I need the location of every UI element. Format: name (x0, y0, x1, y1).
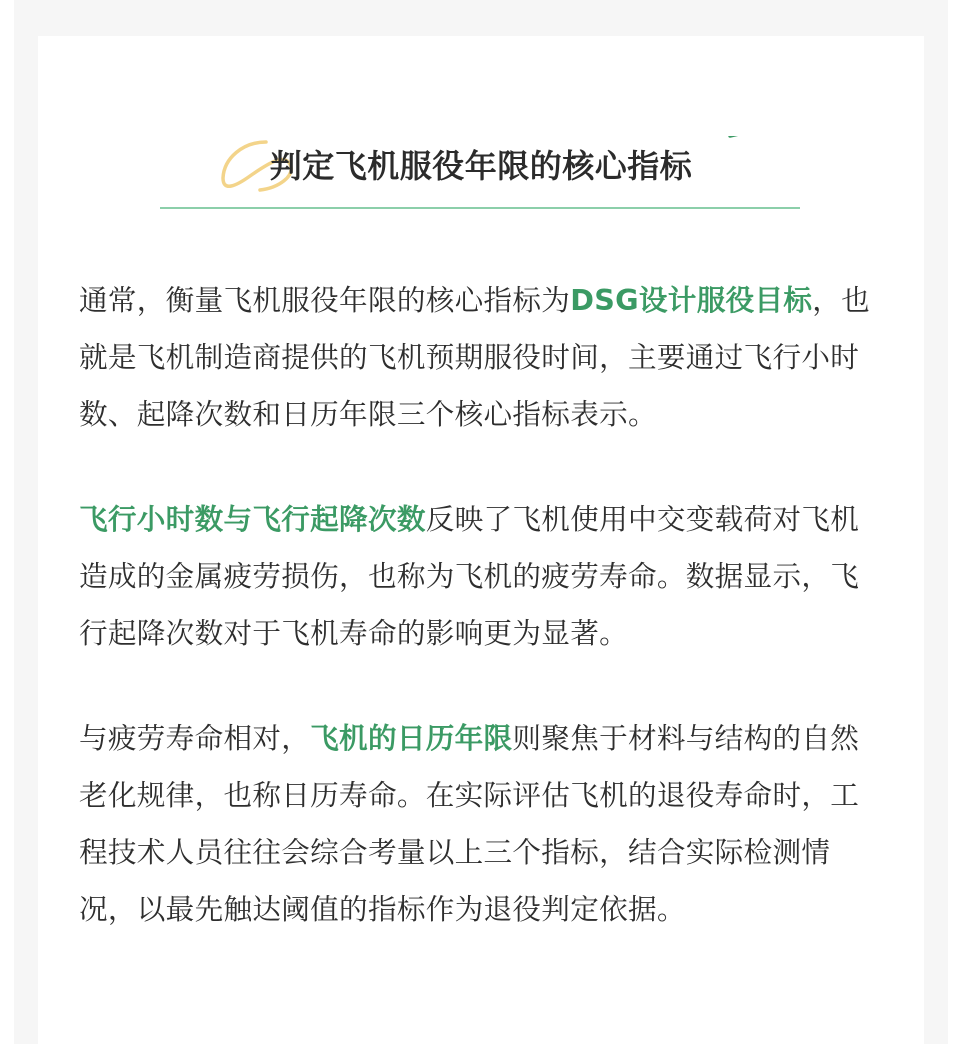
paragraph-dsg (79, 272, 885, 443)
paragraph-text: 与疲劳寿命相对， (79, 721, 311, 755)
section-title: 判定飞机服役年限的核心指标 (269, 147, 693, 185)
title-divider (160, 207, 800, 209)
highlight-text: DSG设计服役目标 (570, 283, 813, 317)
highlight-text: 飞机的日历年限 (310, 721, 513, 755)
section-title-block (38, 136, 924, 216)
paragraph-text: 反映了飞机使用中交变载荷对飞机造成的金属疲劳损伤，也称为飞机的疲劳寿命。数据显示，飞行起降次数对于飞机寿命的影响更为显著。 (79, 502, 860, 650)
article-card (38, 36, 924, 1044)
paragraph-text: 通常，衡量飞机服役年限的核心指标为 (79, 283, 571, 317)
highlight-text: 飞行小时数与飞行起降次数 (79, 502, 426, 536)
paragraph-text: 则聚焦于材料与结构的自然老化规律，也称日历寿命。在实际评估飞机的退役寿命时，工程技术人员往往会综合考量以上三个指标，结合实际检测情况，以最先触达阈值的指标作为退役判定依据。 (79, 721, 860, 926)
paragraph-text: ，也就是飞机制造商提供的飞机预期服役时间，主要通过飞行小时数、起降次数和日历年限三个核心指标表示。 (79, 283, 871, 431)
paragraph-fatigue-life (79, 491, 885, 662)
paragraph-calendar-life (79, 710, 885, 938)
